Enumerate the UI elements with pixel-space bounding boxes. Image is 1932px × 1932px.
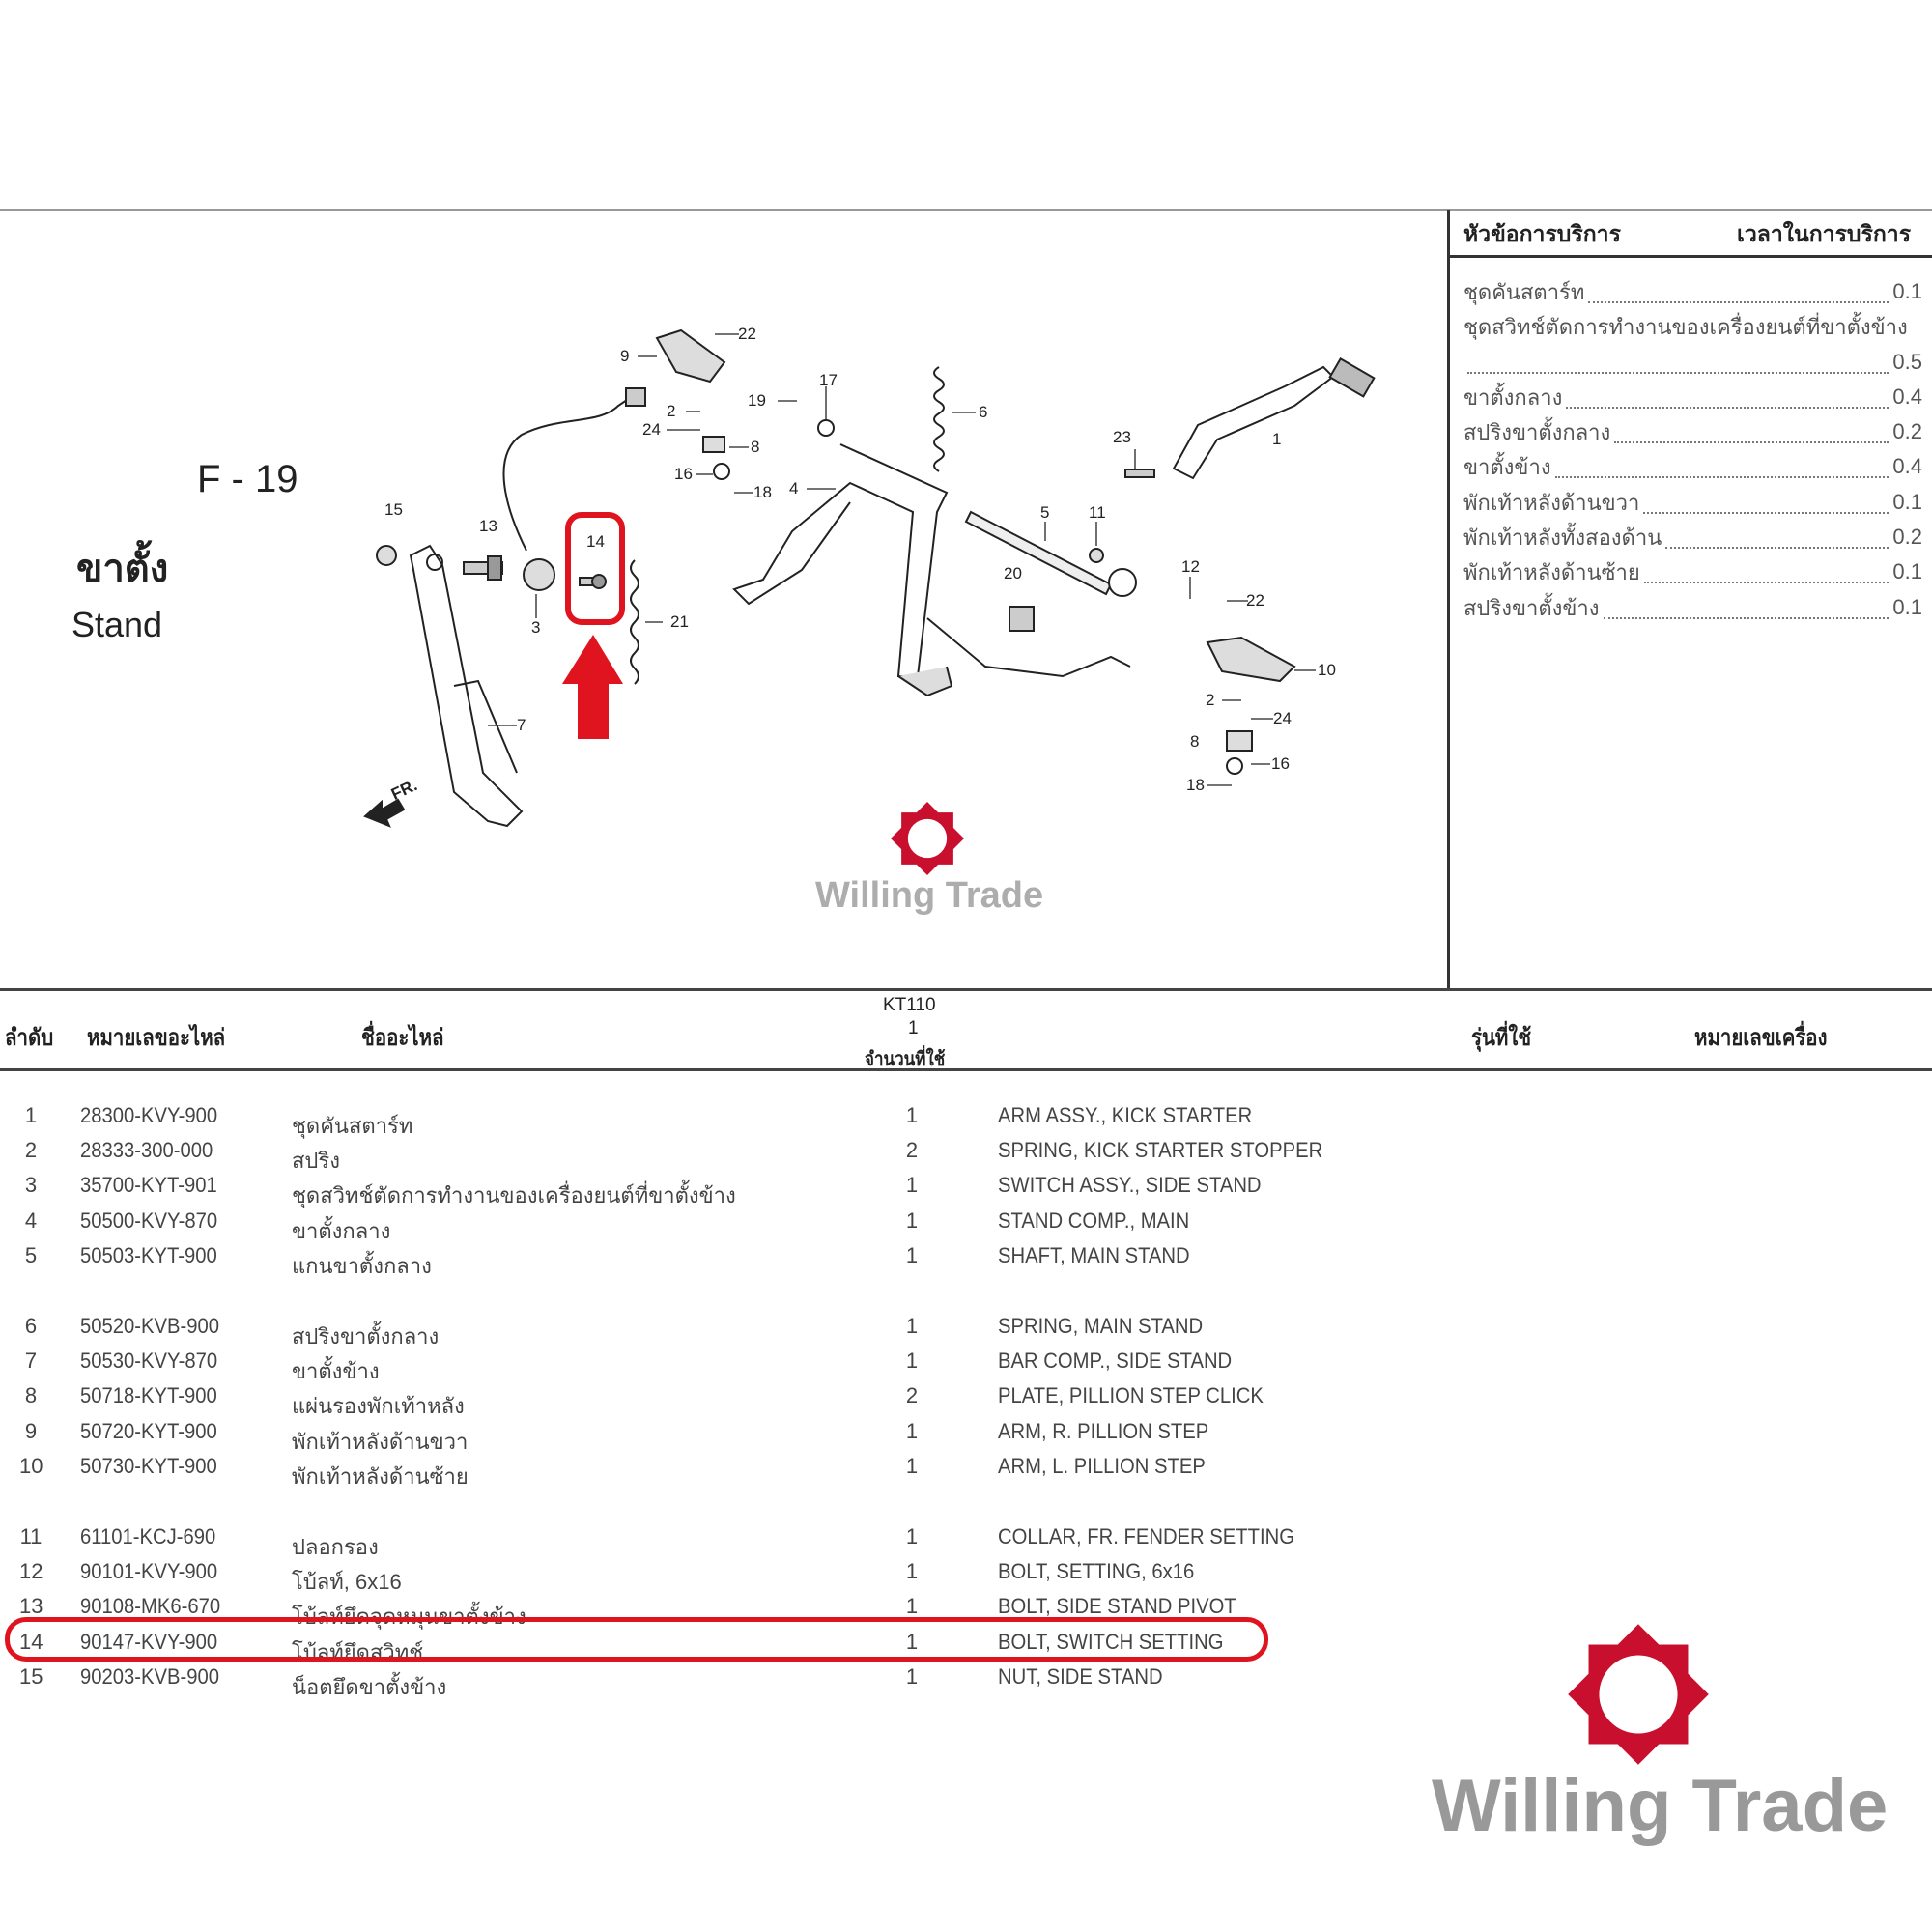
service-time-header: เวลาในการบริการ	[1737, 221, 1912, 246]
row-qty: 1	[905, 1243, 919, 1267]
service-item-continued	[1463, 345, 1922, 380]
row-description: BOLT, SIDE STAND PIVOT	[998, 1594, 1236, 1618]
highlight-arrow-icon	[562, 635, 623, 739]
service-label: ขาตั้งข้าง	[1463, 454, 1551, 479]
exploded-parts-diagram	[0, 213, 1444, 985]
service-time: 0.1	[1892, 559, 1922, 583]
table-row	[0, 1167, 1352, 1208]
pillion-step-right-part	[657, 330, 724, 382]
table-row	[0, 1237, 1352, 1278]
plate-part	[1227, 731, 1252, 751]
callout-label: 16	[1271, 754, 1290, 773]
service-label: พักเท้าหลังด้านขวา	[1463, 490, 1640, 515]
callout-label: 18	[1186, 776, 1205, 794]
side-stand-spring-part	[631, 560, 639, 684]
washer-part	[1227, 758, 1242, 774]
row-qty: 1	[905, 1349, 919, 1373]
watermark-brand-text: Willing Trade	[815, 875, 1044, 916]
switch-bolt-part	[580, 575, 606, 588]
row-qty: 2	[905, 1138, 919, 1162]
title-thai: ขาตั้ง	[76, 548, 169, 590]
row-qty: 1	[905, 1630, 919, 1654]
col-quantity: จำนวนที่ใช้	[865, 1049, 946, 1070]
highlight-box-part-14	[568, 515, 622, 622]
row-description: ARM ASSY., KICK STARTER	[998, 1103, 1253, 1127]
service-time: 0.2	[1892, 525, 1922, 549]
row-description: BOLT, SETTING, 6x16	[998, 1559, 1195, 1583]
nut-part	[377, 546, 396, 565]
callout-label: 1	[1272, 430, 1282, 448]
vertical-divider	[1447, 210, 1450, 990]
row-part-number: 50520-KVB-900	[80, 1314, 220, 1338]
table-row	[0, 1659, 1352, 1699]
row-part-number: 90147-KVY-900	[80, 1630, 218, 1654]
row-qty: 1	[905, 1103, 919, 1127]
col-part-number: หมายเลขอะไหล่	[87, 1025, 226, 1051]
service-time: 0.5	[1892, 350, 1922, 374]
row-description: COLLAR, FR. FENDER SETTING	[998, 1524, 1295, 1548]
table-row	[0, 1097, 1352, 1138]
row-index: 13	[19, 1594, 43, 1618]
callout-label: 11	[1089, 503, 1106, 522]
table-row	[0, 1343, 1352, 1383]
row-description: STAND COMP., MAIN	[998, 1208, 1190, 1233]
callout-label: 21	[670, 612, 689, 631]
main-stand-spring-part	[934, 367, 944, 471]
callout-label: 9	[620, 347, 630, 365]
row-part-name: ปลอกรอง	[292, 1535, 379, 1559]
row-qty: 2	[905, 1383, 919, 1407]
callout-label: 3	[531, 618, 541, 637]
row-description: ARM, L. PILLION STEP	[998, 1454, 1206, 1478]
row-part-number: 90108-MK6-670	[80, 1594, 221, 1618]
row-part-name: แกนขาตั้งกลาง	[292, 1254, 432, 1278]
callout-label: 22	[738, 325, 756, 343]
top-rule	[0, 209, 1932, 211]
row-part-number: 90203-KVB-900	[80, 1664, 220, 1689]
row-part-number: 50718-KYT-900	[80, 1383, 217, 1407]
table-top-rule	[0, 988, 1932, 991]
row-part-number: 35700-KYT-901	[80, 1173, 217, 1197]
service-item	[1463, 380, 1922, 414]
row-index: 5	[24, 1243, 38, 1267]
service-time: 0.4	[1892, 454, 1922, 478]
pillion-step-left-part	[1208, 638, 1294, 681]
table-row	[0, 1553, 1352, 1594]
callout-label: 14	[586, 532, 605, 551]
row-part-number: 50500-KVY-870	[80, 1208, 218, 1233]
callout-label: 4	[789, 479, 799, 497]
pivot-bolt-part	[464, 556, 502, 580]
callout-label: 12	[1181, 557, 1200, 576]
side-stand-part	[411, 546, 522, 826]
row-part-number: 50503-KYT-900	[80, 1243, 217, 1267]
model-code: KT110	[883, 995, 936, 1015]
col-part-name: ชื่ออะไหล่	[361, 1025, 444, 1051]
service-topic-header: หัวข้อการบริการ	[1463, 221, 1621, 246]
service-time: 0.1	[1892, 490, 1922, 514]
callout-label: 5	[1040, 503, 1050, 522]
row-part-name: น็อตยึดขาตั้งข้าง	[292, 1675, 447, 1699]
model-type: 1	[908, 1018, 919, 1038]
callout-label: 2	[1206, 691, 1215, 709]
service-item	[1463, 590, 1922, 625]
figure-code: F - 19	[197, 458, 298, 500]
callout-label: 8	[751, 438, 760, 456]
table-row	[0, 1378, 1352, 1418]
front-label: FR.	[388, 776, 420, 804]
washer-part	[714, 464, 729, 479]
callout-label: 17	[819, 371, 838, 389]
table-row	[0, 1132, 1352, 1173]
callout-label: 13	[479, 517, 497, 535]
service-label: ขาตั้งกลาง	[1463, 384, 1563, 410]
row-part-number: 50730-KYT-900	[80, 1454, 217, 1478]
col-engine-number: หมายเลขเครื่อง	[1694, 1025, 1828, 1051]
row-part-name: โบ้ลท์ยึดสวิทช์	[292, 1640, 424, 1664]
service-item	[1463, 449, 1922, 484]
service-time: 0.2	[1892, 419, 1922, 443]
title-english: Stand	[71, 605, 163, 644]
row-index: 9	[24, 1419, 38, 1443]
row-description: SHAFT, MAIN STAND	[998, 1243, 1190, 1267]
row-index: 12	[19, 1559, 43, 1583]
row-qty: 1	[905, 1314, 919, 1338]
row-part-name: ชุดสวิทช์ตัดการทำงานของเครื่องยนต์ที่ขาตั้งข้าง	[292, 1183, 736, 1208]
washer-part	[818, 420, 834, 436]
service-label: พักเท้าหลังทั้งสองด้าน	[1463, 525, 1662, 550]
row-index: 7	[24, 1349, 38, 1373]
row-qty: 1	[905, 1524, 919, 1548]
callout-label: 22	[1246, 591, 1264, 610]
service-item	[1463, 554, 1922, 589]
callout-label: 10	[1318, 661, 1336, 679]
row-index: 4	[24, 1208, 38, 1233]
row-index: 2	[24, 1138, 38, 1162]
brand-logo-icon	[887, 798, 968, 879]
service-label: ชุดคันสตาร์ท	[1463, 279, 1585, 304]
service-item	[1463, 485, 1922, 520]
row-part-number: 50720-KYT-900	[80, 1419, 217, 1443]
service-item	[1463, 309, 1922, 344]
service-time: 0.1	[1892, 279, 1922, 303]
row-qty: 1	[905, 1559, 919, 1583]
col-index: ลำดับ	[5, 1025, 54, 1051]
service-item	[1463, 520, 1922, 554]
table-row	[0, 1413, 1352, 1454]
row-part-name: โบ้ลท์ยึดจุดหมุนขาตั้งข้าง	[292, 1605, 526, 1629]
row-part-name: พักเท้าหลังด้านซ้าย	[292, 1464, 469, 1489]
service-item	[1463, 274, 1922, 309]
row-qty: 1	[905, 1454, 919, 1478]
service-item	[1463, 414, 1922, 449]
row-description: BOLT, SWITCH SETTING	[998, 1630, 1224, 1654]
kick-starter-part	[1125, 358, 1374, 478]
row-part-name: โบ้ลท์, 6x16	[292, 1570, 402, 1594]
callout-label: 19	[748, 391, 766, 410]
callout-label: 24	[1273, 709, 1292, 727]
col-model-used: รุ่นที่ใช้	[1471, 1025, 1532, 1051]
table-row	[0, 1448, 1352, 1489]
row-part-name: ขาตั้งกลาง	[292, 1219, 391, 1243]
row-qty: 1	[905, 1173, 919, 1197]
row-part-number: 90101-KVY-900	[80, 1559, 218, 1583]
service-label: ชุดสวิทช์ตัดการทำงานของเครื่องยนต์ที่ขาตั้งข้าง	[1463, 314, 1908, 339]
callout-label: 23	[1113, 428, 1131, 446]
service-time: 0.4	[1892, 384, 1922, 409]
row-index: 10	[19, 1454, 43, 1478]
row-description: NUT, SIDE STAND	[998, 1664, 1163, 1689]
callout-label: 20	[1004, 564, 1022, 582]
row-qty: 1	[905, 1419, 919, 1443]
row-qty: 1	[905, 1208, 919, 1233]
row-part-name: สปริงขาตั้งกลาง	[292, 1324, 440, 1349]
service-label: สปริงขาตั้งกลาง	[1463, 419, 1611, 444]
row-index: 14	[19, 1630, 43, 1654]
row-index: 3	[24, 1173, 38, 1197]
row-part-number: 50530-KVY-870	[80, 1349, 218, 1373]
callout-label: 6	[979, 403, 988, 421]
row-part-name: พักเท้าหลังด้านขวา	[292, 1430, 469, 1454]
table-header-rule	[0, 1068, 1932, 1071]
callout-label: 7	[517, 716, 526, 734]
callout-label: 15	[384, 500, 403, 519]
row-description: SWITCH ASSY., SIDE STAND	[998, 1173, 1262, 1197]
row-qty: 1	[905, 1594, 919, 1618]
callout-label: 18	[753, 483, 772, 501]
row-part-name: ชุดคันสตาร์ท	[292, 1114, 413, 1138]
row-part-name: แผ่นรองพักเท้าหลัง	[292, 1394, 465, 1418]
service-header-rule	[1449, 255, 1932, 258]
row-index: 11	[19, 1524, 43, 1548]
row-description: SPRING, MAIN STAND	[998, 1314, 1204, 1338]
row-index: 15	[19, 1664, 43, 1689]
row-part-number: 28333-300-000	[80, 1138, 213, 1162]
row-description: ARM, R. PILLION STEP	[998, 1419, 1209, 1443]
table-row	[0, 1308, 1352, 1349]
row-index: 1	[24, 1103, 38, 1127]
row-description: BAR COMP., SIDE STAND	[998, 1349, 1233, 1373]
row-qty: 1	[905, 1664, 919, 1689]
brand-text-large: Willing Trade	[1432, 1765, 1889, 1847]
service-label: สปริงขาตั้งข้าง	[1463, 595, 1600, 620]
row-highlight-box	[5, 1617, 1268, 1662]
callout-label: 2	[667, 402, 676, 420]
row-index: 6	[24, 1314, 38, 1338]
collar-part	[1090, 549, 1103, 562]
table-row	[0, 1203, 1352, 1243]
callout-label: 16	[674, 465, 693, 483]
brand-logo-large-icon	[1563, 1619, 1714, 1770]
row-part-name: ขาตั้งข้าง	[292, 1359, 380, 1383]
row-part-name: สปริง	[292, 1149, 340, 1173]
row-index: 8	[24, 1383, 38, 1407]
service-label: พักเท้าหลังด้านซ้าย	[1463, 559, 1640, 584]
row-part-number: 61101-KCJ-690	[80, 1524, 216, 1548]
plate-part	[703, 437, 724, 452]
table-row	[0, 1519, 1352, 1559]
row-description: SPRING, KICK STARTER STOPPER	[998, 1138, 1323, 1162]
shaft-end-part	[1109, 569, 1136, 596]
service-time: 0.1	[1892, 595, 1922, 619]
callout-label: 8	[1190, 732, 1200, 751]
callout-label: 24	[642, 420, 661, 439]
row-part-number: 28300-KVY-900	[80, 1103, 218, 1127]
row-description: PLATE, PILLION STEP CLICK	[998, 1383, 1264, 1407]
